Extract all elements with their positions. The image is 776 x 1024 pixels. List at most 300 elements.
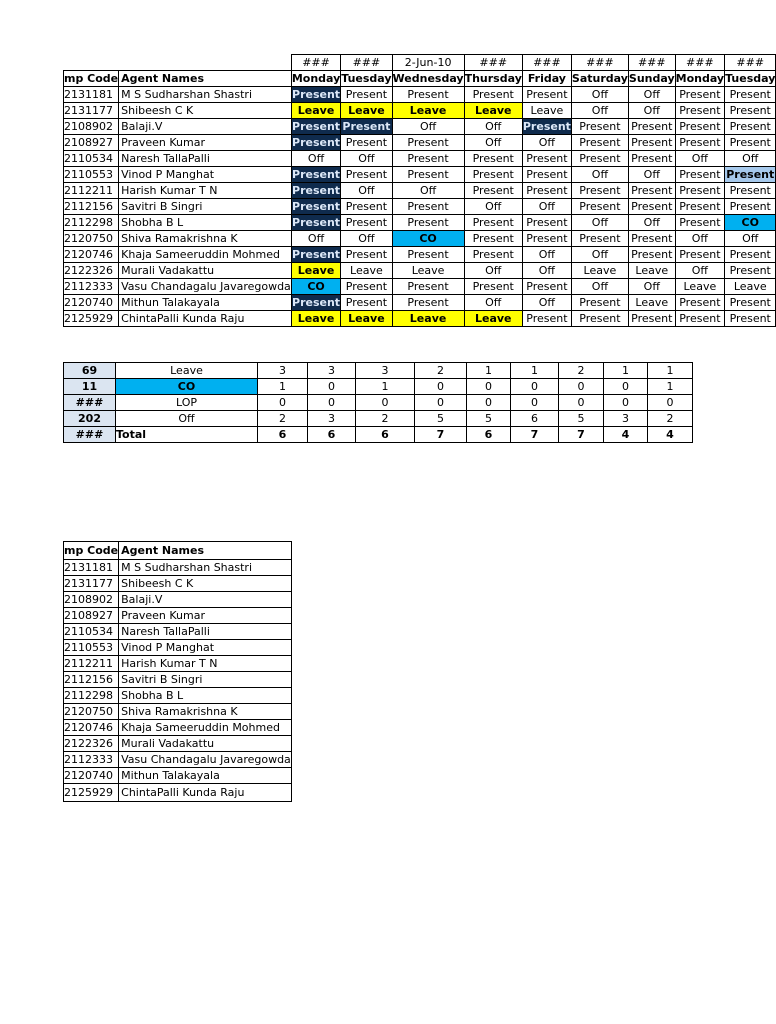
attendance-cell[interactable]: Present	[341, 135, 392, 151]
attendance-cell[interactable]: Present	[464, 231, 522, 247]
attendance-cell[interactable]: Off	[522, 135, 571, 151]
summary-value-cell[interactable]: 1	[648, 363, 693, 379]
attendance-cell[interactable]: Present	[675, 119, 724, 135]
date-header-cell[interactable]: ###	[291, 55, 340, 71]
summary-label-cell[interactable]: CO	[116, 379, 258, 395]
attendance-cell[interactable]: Off	[291, 231, 340, 247]
attendance-cell[interactable]: Off	[675, 151, 724, 167]
day-header-cell[interactable]: Friday	[522, 71, 571, 87]
attendance-cell[interactable]: Present	[675, 167, 724, 183]
attendance-cell[interactable]: Off	[571, 87, 628, 103]
attendance-cell[interactable]: Leave	[341, 311, 392, 327]
summary-value-cell[interactable]: 2	[559, 363, 604, 379]
agent-name-cell[interactable]: Shiva Ramakrishna K	[119, 704, 292, 720]
attendance-cell[interactable]: Leave	[341, 103, 392, 119]
emp-code-cell[interactable]: 2131177	[64, 103, 119, 119]
attendance-cell[interactable]: Leave	[291, 263, 340, 279]
emp-code-cell[interactable]: 2110553	[64, 640, 119, 656]
attendance-cell[interactable]: Present	[392, 295, 464, 311]
emp-code-cell[interactable]: 2120750	[64, 704, 119, 720]
attendance-cell[interactable]: Present	[628, 119, 675, 135]
attendance-cell[interactable]: Present	[292, 88, 341, 101]
attendance-cell[interactable]: Off	[628, 103, 675, 119]
emp-code-cell[interactable]: 2125929	[64, 784, 119, 802]
attendance-cell[interactable]: Leave	[571, 263, 628, 279]
attendance-cell[interactable]: Present	[341, 295, 392, 311]
attendance-cell[interactable]: Off	[464, 263, 522, 279]
day-header-cell[interactable]: Sunday	[628, 72, 675, 85]
agent-name-cell[interactable]: Balaji.V	[119, 592, 292, 608]
summary-value-cell[interactable]: 0	[511, 379, 559, 395]
emp-code-cell[interactable]: 2110553	[64, 167, 119, 183]
summary-value-cell[interactable]: 6	[356, 427, 415, 443]
attendance-cell[interactable]: Off	[392, 119, 464, 135]
table-row	[64, 263, 776, 279]
agent-name-cell[interactable]: Murali Vadakattu	[119, 263, 292, 279]
table-row	[64, 199, 776, 215]
summary-value-cell[interactable]: 0	[604, 379, 648, 395]
attendance-cell[interactable]: Present	[571, 231, 628, 247]
agent-name-cell[interactable]: Balaji.V	[119, 119, 292, 135]
summary-label-cell[interactable]: Total	[116, 427, 258, 443]
summary-row	[64, 379, 693, 395]
emp-code-cell[interactable]: 2112211	[64, 183, 119, 199]
attendance-cell[interactable]: Present	[392, 215, 464, 231]
emp-code-cell[interactable]: 2131181	[64, 87, 119, 103]
attendance-cell[interactable]: Present	[522, 311, 571, 327]
attendance-cell[interactable]: Off	[464, 199, 522, 215]
attendance-cell[interactable]: Present	[392, 167, 464, 183]
attendance-cell[interactable]: Present	[464, 247, 522, 263]
summary-total-cell[interactable]: 11	[64, 379, 116, 395]
emp-code-cell[interactable]: 2108927	[64, 608, 119, 624]
emp-code-cell[interactable]: 2125929	[64, 311, 119, 327]
attendance-cell[interactable]: Off	[392, 183, 464, 199]
summary-value-cell[interactable]: 6	[308, 427, 356, 443]
summary-total-cell[interactable]: ###	[64, 395, 116, 411]
attendance-cell[interactable]: Leave	[628, 263, 675, 279]
attendance-cell[interactable]: Present	[571, 295, 628, 311]
attendance-cell[interactable]: Present	[725, 103, 776, 119]
attendance-cell[interactable]: Leave	[341, 263, 392, 279]
summary-value-cell[interactable]: 3	[308, 363, 356, 379]
table-row	[64, 231, 776, 247]
summary-value-cell[interactable]: 0	[308, 395, 356, 411]
attendance-cell[interactable]: Present	[726, 168, 775, 181]
agent-name-cell[interactable]: M S Sudharshan Shastri	[119, 560, 292, 576]
emp-code-header[interactable]: mp Code	[64, 542, 119, 560]
attendance-cell[interactable]: Present	[464, 87, 522, 103]
attendance-cell[interactable]: Leave	[291, 103, 340, 119]
table-row	[64, 247, 776, 263]
day-header-cell[interactable]: Thursday	[464, 72, 522, 85]
attendance-cell[interactable]: Present	[392, 151, 464, 167]
attendance-cell[interactable]: Present	[725, 183, 776, 199]
summary-value-cell[interactable]: 1	[511, 363, 559, 379]
summary-value-cell[interactable]: 0	[648, 395, 693, 411]
attendance-cell[interactable]: Present	[522, 87, 571, 103]
summary-total-cell[interactable]: 202	[64, 411, 116, 427]
summary-value-cell[interactable]: 1	[467, 363, 511, 379]
table-row	[64, 119, 776, 135]
attendance-cell[interactable]: Present	[628, 199, 675, 215]
attendance-cell[interactable]: Present	[571, 311, 628, 327]
attendance-cell[interactable]: Present	[522, 151, 571, 167]
attendance-cell[interactable]: Present	[571, 151, 628, 167]
emp-code-cell[interactable]: 2122326	[64, 263, 119, 279]
attendance-cell[interactable]: Present	[675, 103, 724, 119]
emp-code-cell[interactable]: 2131177	[64, 576, 119, 592]
attendance-cell[interactable]: Present	[571, 119, 628, 135]
attendance-cell[interactable]: Leave	[291, 311, 340, 327]
attendance-cell[interactable]: Off	[341, 183, 392, 199]
agent-name-cell[interactable]: Naresh TallaPalli	[119, 151, 292, 167]
summary-total-cell[interactable]: ###	[64, 427, 116, 443]
summary-value-cell[interactable]: 3	[258, 363, 308, 379]
attendance-cell[interactable]: Present	[292, 120, 341, 133]
attendance-cell[interactable]: Present	[725, 311, 776, 327]
agent-name-cell[interactable]: ChintaPalli Kunda Raju	[119, 784, 292, 802]
agent-name-cell[interactable]: Shobha B L	[119, 688, 292, 704]
attendance-cell[interactable]: Present	[675, 135, 724, 151]
attendance-cell[interactable]: Present	[464, 215, 522, 231]
table-row	[64, 640, 292, 656]
attendance-cell[interactable]: Present	[392, 199, 464, 215]
attendance-cell[interactable]: Present	[522, 167, 571, 183]
date-header-cell[interactable]: ###	[725, 55, 776, 71]
attendance-cell[interactable]: Present	[464, 183, 522, 199]
summary-value-cell[interactable]: 5	[559, 411, 604, 427]
attendance-cell[interactable]: Present	[464, 151, 522, 167]
attendance-cell[interactable]: Off	[522, 295, 571, 311]
attendance-cell[interactable]: Present	[725, 119, 776, 135]
emp-code-cell[interactable]: 2108927	[64, 135, 119, 151]
attendance-cell[interactable]: Present	[292, 296, 341, 309]
agent-list-header-row	[64, 542, 292, 560]
agent-name-cell[interactable]: Savitri B Singri	[119, 672, 292, 688]
attendance-cell[interactable]: Off	[725, 231, 776, 247]
attendance-cell[interactable]: Present	[675, 295, 724, 311]
summary-value-cell[interactable]: 0	[415, 379, 467, 395]
attendance-cell[interactable]: Present	[725, 295, 776, 311]
attendance-cell[interactable]: Leave	[392, 263, 464, 279]
date-header-cell[interactable]: ###	[628, 55, 675, 71]
summary-value-cell[interactable]: 1	[604, 363, 648, 379]
agent-names-header[interactable]: Agent Names	[119, 542, 292, 560]
emp-code-cell[interactable]: 2120746	[64, 720, 119, 736]
attendance-cell[interactable]: Present	[675, 87, 724, 103]
date-header-cell[interactable]: 2-Jun-10	[392, 55, 464, 71]
attendance-cell[interactable]: Off	[571, 215, 628, 231]
attendance-cell[interactable]: Present	[571, 199, 628, 215]
attendance-cell[interactable]: Present	[392, 87, 464, 103]
emp-code-cell[interactable]: 2112333	[64, 752, 119, 768]
attendance-cell[interactable]: Off	[571, 279, 628, 295]
agent-name-cell[interactable]: Vinod P Manghat	[119, 167, 292, 183]
summary-value-cell[interactable]: 0	[415, 395, 467, 411]
attendance-cell[interactable]: Present	[628, 183, 675, 199]
agent-name-cell[interactable]: Savitri B Singri	[119, 199, 292, 215]
attendance-table	[63, 54, 776, 327]
summary-value-cell[interactable]: 0	[559, 395, 604, 411]
summary-value-cell[interactable]: 1	[648, 379, 693, 395]
attendance-cell[interactable]: Off	[628, 215, 675, 231]
emp-code-cell[interactable]: 2108902	[64, 592, 119, 608]
attendance-cell[interactable]: Present	[725, 263, 776, 279]
summary-table	[63, 362, 693, 443]
attendance-cell[interactable]: Leave	[725, 279, 776, 295]
summary-value-cell[interactable]: 1	[356, 379, 415, 395]
attendance-cell[interactable]: Off	[522, 199, 571, 215]
attendance-cell[interactable]: Present	[628, 231, 675, 247]
attendance-cell[interactable]: Leave	[628, 295, 675, 311]
attendance-cell[interactable]: Present	[292, 248, 341, 261]
attendance-cell[interactable]: Off	[571, 247, 628, 263]
summary-value-cell[interactable]: 2	[258, 411, 308, 427]
attendance-cell[interactable]: Present	[675, 247, 724, 263]
attendance-cell[interactable]: Present	[628, 311, 675, 327]
attendance-cell[interactable]: Present	[341, 199, 392, 215]
attendance-cell[interactable]: Present	[675, 215, 724, 231]
attendance-cell[interactable]: Present	[464, 279, 522, 295]
attendance-cell[interactable]: Present	[341, 279, 392, 295]
attendance-cell[interactable]: Present	[292, 216, 341, 229]
emp-code-cell[interactable]: 2112156	[64, 672, 119, 688]
day-header-cell[interactable]: Wednesday	[392, 72, 464, 85]
emp-code-cell[interactable]: 2110534	[64, 151, 119, 167]
attendance-cell[interactable]: Present	[571, 183, 628, 199]
attendance-cell[interactable]: CO	[291, 279, 340, 295]
attendance-cell[interactable]: Leave	[675, 279, 724, 295]
summary-value-cell[interactable]: 4	[648, 427, 693, 443]
table-row	[64, 672, 292, 688]
agent-name-cell[interactable]: Harish Kumar T N	[119, 183, 292, 199]
attendance-cell[interactable]: Present	[292, 136, 341, 149]
emp-code-cell[interactable]: 2122326	[64, 736, 119, 752]
attendance-cell[interactable]: Leave	[392, 103, 464, 119]
emp-code-cell[interactable]: 2112298	[64, 215, 119, 231]
table-row	[64, 279, 776, 295]
date-header-cell[interactable]: ###	[522, 55, 571, 71]
agent-name-cell[interactable]: Shibeesh C K	[119, 103, 292, 119]
table-row	[64, 736, 292, 752]
attendance-cell[interactable]: Present	[628, 247, 675, 263]
summary-value-cell[interactable]: 0	[308, 379, 356, 395]
emp-code-cell[interactable]: 2131181	[64, 560, 119, 576]
table-row	[64, 87, 776, 103]
agent-name-cell[interactable]: Shibeesh C K	[119, 576, 292, 592]
summary-value-cell[interactable]: 0	[467, 379, 511, 395]
agent-name-cell[interactable]: Shiva Ramakrishna K	[119, 231, 292, 247]
attendance-cell[interactable]: Off	[341, 151, 392, 167]
summary-value-cell[interactable]: 3	[604, 411, 648, 427]
emp-code-cell[interactable]: 2112156	[64, 199, 119, 215]
emp-code-cell[interactable]: 2112333	[64, 279, 119, 295]
day-header-cell[interactable]: Tuesday	[341, 72, 392, 85]
date-header-cell[interactable]: ###	[675, 55, 724, 71]
summary-value-cell[interactable]: 6	[467, 427, 511, 443]
attendance-cell[interactable]: Present	[392, 247, 464, 263]
attendance-cell[interactable]: Leave	[522, 103, 571, 119]
agent-name-cell[interactable]: M S Sudharshan Shastri	[119, 87, 292, 103]
attendance-cell[interactable]: Present	[725, 247, 776, 263]
agent-name-cell[interactable]: Naresh TallaPalli	[119, 624, 292, 640]
agent-names-header[interactable]: Agent Names	[119, 71, 292, 87]
attendance-cell[interactable]: Off	[522, 247, 571, 263]
attendance-cell[interactable]: Off	[522, 263, 571, 279]
attendance-cell[interactable]: Present	[341, 247, 392, 263]
summary-value-cell[interactable]: 7	[511, 427, 559, 443]
summary-row	[64, 411, 693, 427]
attendance-cell[interactable]: Off	[291, 151, 340, 167]
summary-value-cell[interactable]: 5	[467, 411, 511, 427]
summary-label-cell[interactable]: Off	[116, 411, 258, 427]
summary-value-cell[interactable]: 7	[415, 427, 467, 443]
summary-value-cell[interactable]: 3	[308, 411, 356, 427]
table-row	[64, 608, 292, 624]
agent-name-cell[interactable]: Khaja Sameeruddin Mohmed	[119, 247, 292, 263]
attendance-cell[interactable]: Present	[341, 215, 392, 231]
agent-name-cell[interactable]: ChintaPalli Kunda Raju	[119, 311, 292, 327]
emp-code-cell[interactable]: 2112211	[64, 656, 119, 672]
attendance-cell[interactable]: Off	[571, 103, 628, 119]
summary-row	[64, 395, 693, 411]
attendance-cell[interactable]: Present	[725, 87, 776, 103]
attendance-cell[interactable]: Present	[464, 167, 522, 183]
summary-value-cell[interactable]: 0	[559, 379, 604, 395]
attendance-cell[interactable]: CO	[392, 231, 464, 247]
emp-code-cell[interactable]: 2120740	[64, 768, 119, 784]
agent-name-cell[interactable]: Vasu Chandagalu Javaregowda	[119, 752, 292, 768]
attendance-cell[interactable]: Present	[522, 183, 571, 199]
table-row	[64, 704, 292, 720]
attendance-cell[interactable]: Present	[628, 151, 675, 167]
summary-value-cell[interactable]: 2	[415, 363, 467, 379]
summary-value-cell[interactable]: 2	[356, 411, 415, 427]
date-header-cell[interactable]: ###	[464, 55, 522, 71]
day-header-cell[interactable]: Tuesday	[725, 72, 776, 85]
emp-code-cell[interactable]: 2120746	[64, 247, 119, 263]
agent-name-cell[interactable]: Vinod P Manghat	[119, 640, 292, 656]
summary-value-cell[interactable]: 5	[415, 411, 467, 427]
date-header-cell[interactable]: ###	[341, 55, 392, 71]
agent-name-cell[interactable]: Khaja Sameeruddin Mohmed	[119, 720, 292, 736]
agent-name-cell[interactable]: Mithun Talakayala	[119, 768, 292, 784]
agent-name-cell[interactable]: Vasu Chandagalu Javaregowda	[119, 279, 292, 295]
attendance-cell[interactable]: Present	[522, 231, 571, 247]
attendance-cell[interactable]: Present	[292, 184, 341, 197]
summary-value-cell[interactable]: 7	[559, 427, 604, 443]
attendance-cell[interactable]: Present	[675, 183, 724, 199]
attendance-cell[interactable]: Present	[725, 199, 776, 215]
agent-name-cell[interactable]: Praveen Kumar	[119, 608, 292, 624]
attendance-cell[interactable]: Present	[675, 311, 724, 327]
attendance-cell[interactable]: Present	[341, 87, 392, 103]
table-row	[64, 560, 292, 576]
attendance-cell[interactable]: Off	[464, 119, 522, 135]
summary-value-cell[interactable]: 0	[511, 395, 559, 411]
emp-code-cell[interactable]: 2112298	[64, 688, 119, 704]
attendance-cell[interactable]: Present	[522, 279, 571, 295]
summary-value-cell[interactable]: 1	[258, 379, 308, 395]
agent-name-cell[interactable]: Mithun Talakayala	[119, 295, 292, 311]
agent-name-cell[interactable]: Harish Kumar T N	[119, 656, 292, 672]
summary-value-cell[interactable]: 2	[648, 411, 693, 427]
attendance-cell[interactable]: Off	[675, 231, 724, 247]
table-row	[64, 784, 292, 802]
day-header-cell[interactable]: Saturday	[571, 72, 628, 85]
agent-name-cell[interactable]: Shobha B L	[119, 215, 292, 231]
attendance-cell[interactable]: Present	[342, 120, 391, 133]
attendance-cell[interactable]: Off	[464, 135, 522, 151]
attendance-cell[interactable]: Present	[571, 135, 628, 151]
summary-value-cell[interactable]: 0	[258, 395, 308, 411]
summary-label-cell[interactable]: Leave	[116, 363, 258, 379]
table-row	[64, 752, 292, 768]
attendance-cell[interactable]: Present	[392, 279, 464, 295]
summary-value-cell[interactable]: 4	[604, 427, 648, 443]
attendance-cell[interactable]: Off	[341, 231, 392, 247]
attendance-cell[interactable]: Off	[628, 167, 675, 183]
summary-value-cell[interactable]: 0	[467, 395, 511, 411]
summary-value-cell[interactable]: 6	[258, 427, 308, 443]
empty-cell	[64, 55, 119, 71]
summary-value-cell[interactable]: 0	[356, 395, 415, 411]
summary-value-cell[interactable]: 3	[356, 363, 415, 379]
table-row	[64, 151, 776, 167]
date-header-cell[interactable]: ###	[571, 55, 628, 71]
attendance-cell[interactable]: Leave	[464, 103, 522, 119]
attendance-cell[interactable]: Off	[571, 167, 628, 183]
agent-name-cell[interactable]: Murali Vadakattu	[119, 736, 292, 752]
attendance-cell[interactable]: Present	[628, 135, 675, 151]
summary-row	[64, 363, 693, 379]
attendance-cell[interactable]: Off	[628, 279, 675, 295]
attendance-cell[interactable]: Present	[675, 199, 724, 215]
emp-code-cell[interactable]: 2120740	[64, 295, 119, 311]
emp-code-cell[interactable]: 2120750	[64, 231, 119, 247]
emp-code-cell[interactable]: 2108902	[64, 119, 119, 135]
emp-code-cell[interactable]: 2110534	[64, 624, 119, 640]
agent-name-cell[interactable]: Praveen Kumar	[119, 135, 292, 151]
day-header-cell[interactable]: Monday	[291, 72, 341, 85]
attendance-cell[interactable]: Leave	[392, 311, 464, 327]
attendance-cell[interactable]: Off	[464, 295, 522, 311]
table-row	[64, 688, 292, 704]
attendance-cell[interactable]: Present	[522, 120, 571, 133]
summary-row	[64, 427, 693, 443]
day-header-cell[interactable]: Monday	[675, 72, 725, 85]
summary-label-cell[interactable]: LOP	[116, 395, 258, 411]
attendance-cell[interactable]: Present	[341, 167, 392, 183]
attendance-cell[interactable]: Present	[392, 135, 464, 151]
attendance-cell[interactable]: Leave	[464, 311, 522, 327]
attendance-cell[interactable]: Present	[725, 135, 776, 151]
summary-value-cell[interactable]: 6	[511, 411, 559, 427]
table-row	[64, 103, 776, 119]
attendance-cell[interactable]: Off	[628, 87, 675, 103]
emp-code-header[interactable]: mp Code	[64, 72, 119, 85]
attendance-cell[interactable]: Present	[522, 215, 571, 231]
attendance-cell[interactable]: CO	[725, 215, 776, 231]
summary-total-cell[interactable]: 69	[64, 363, 116, 379]
attendance-cell[interactable]: Present	[292, 200, 341, 213]
attendance-cell[interactable]: Off	[675, 263, 724, 279]
table-row	[64, 592, 292, 608]
attendance-cell[interactable]: Off	[725, 151, 776, 167]
summary-value-cell[interactable]: 0	[604, 395, 648, 411]
attendance-cell[interactable]: Present	[292, 168, 341, 181]
